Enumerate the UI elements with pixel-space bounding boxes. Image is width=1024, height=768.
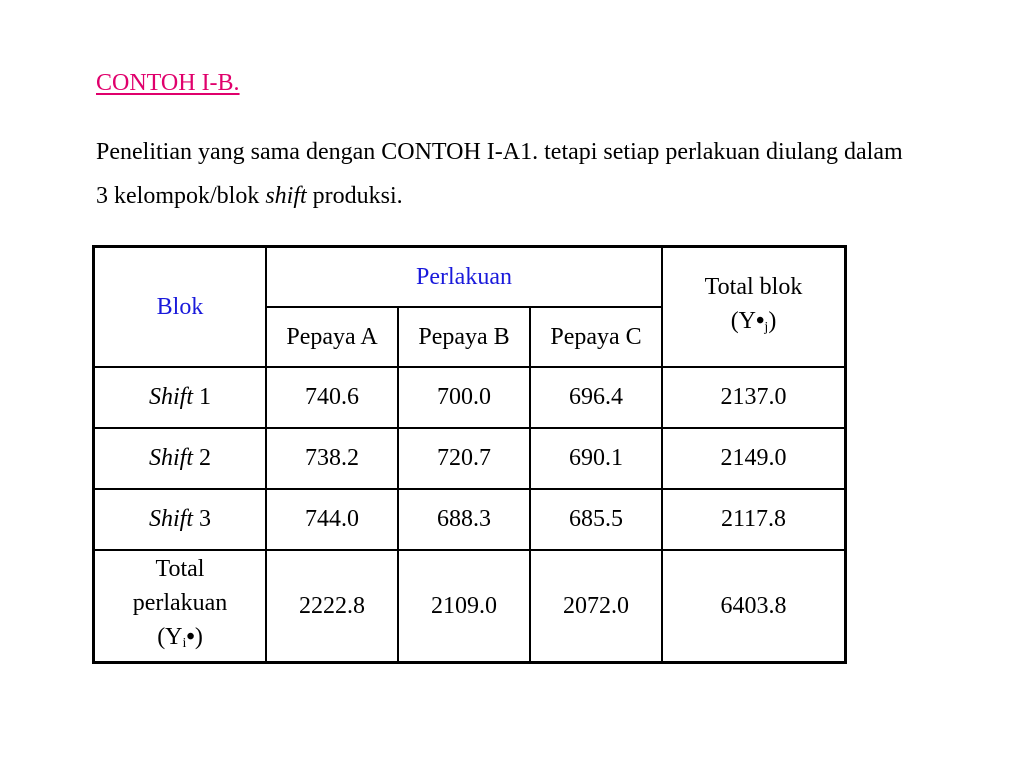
table-cell: 738.2 <box>266 428 398 489</box>
header-total-blok-symbol: $(Y•_j)$ <box>730 307 777 335</box>
table-cell: 688.3 <box>398 489 530 550</box>
table-cell: 700.0 <box>398 367 530 428</box>
table-row <box>94 367 846 428</box>
paragraph-italic: shift <box>265 183 307 209</box>
table-cell: 720.7 <box>398 428 530 489</box>
table-cell: 685.5 <box>530 489 662 550</box>
data-table <box>92 245 847 664</box>
row-label: Shift 3 <box>94 489 267 550</box>
total-cell: 2072.0 <box>530 550 662 663</box>
header-row-1 <box>94 247 846 308</box>
header-total-blok-label: Total blok <box>704 273 803 300</box>
total-cell: 2109.0 <box>398 550 530 663</box>
row-label: Shift 2 <box>94 428 267 489</box>
table-cell: 690.1 <box>530 428 662 489</box>
row-total: 2117.8 <box>662 489 846 550</box>
slide-title: CONTOH I-B. <box>96 70 240 96</box>
table-row <box>94 489 846 550</box>
row-label: Shift 1 <box>94 367 267 428</box>
row-total: 2149.0 <box>662 428 846 489</box>
total-cell: 2222.8 <box>266 550 398 663</box>
grand-total: 6403.8 <box>662 550 846 663</box>
table-row <box>94 428 846 489</box>
paragraph-text: Penelitian yang sama dengan CONTOH I-A1. tetapi setiap perlakuan diulang dalam 3 kelompok/blok <box>96 139 903 209</box>
header-treatment: Pepaya A <box>266 307 398 367</box>
header-total-blok <box>662 247 846 368</box>
description-paragraph <box>96 130 916 218</box>
header-treatment: Pepaya C <box>530 307 662 367</box>
table-cell: 744.0 <box>266 489 398 550</box>
paragraph-text-end: produksi. <box>306 183 403 209</box>
total-row-label: Total perlakuan $(Y_i•)$ <box>94 550 267 663</box>
header-blok: Blok <box>94 247 267 368</box>
header-perlakuan: Perlakuan <box>266 247 662 308</box>
row-total: 2137.0 <box>662 367 846 428</box>
header-treatment: Pepaya B <box>398 307 530 367</box>
table-cell: 696.4 <box>530 367 662 428</box>
table-cell: 740.6 <box>266 367 398 428</box>
total-row <box>94 550 846 663</box>
